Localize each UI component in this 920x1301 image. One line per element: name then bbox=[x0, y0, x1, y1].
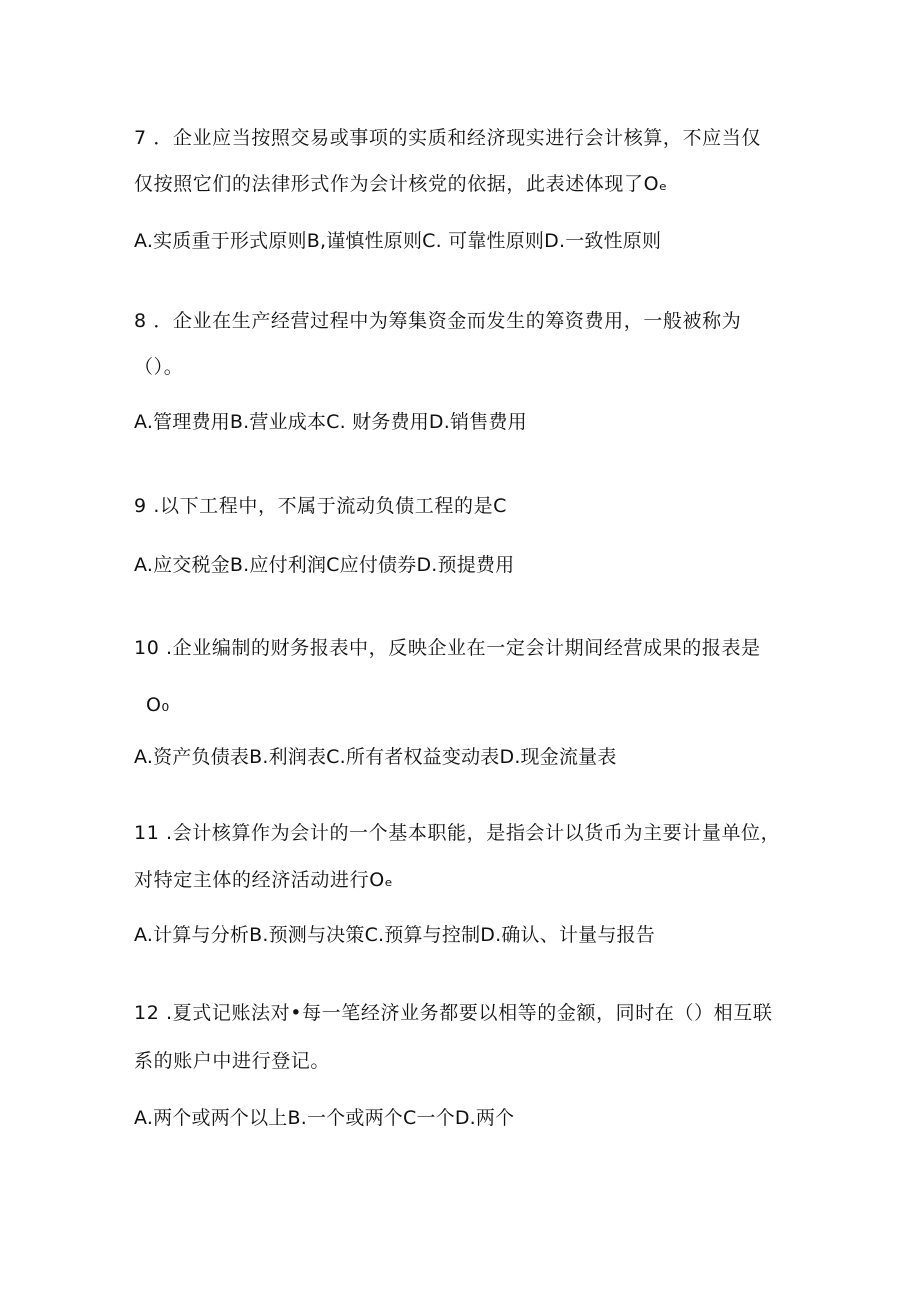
question-11-line-2: 对特定主体的经济活动进行Oₑ bbox=[134, 869, 394, 891]
question-11-options: A.计算与分析B.预测与决策C.预算与控制D.确认、计量与报告 bbox=[134, 924, 655, 946]
question-7-line-2: 仅按照它们的法律形式作为会计核党的依据，此表述体现了Oₑ bbox=[134, 173, 668, 195]
question-7-options: A.实质重于形式原则B,谨慎性原则C. 可靠性原则D.一致性原则 bbox=[134, 230, 662, 252]
question-11-line-1: 11 .会计核算作为会计的一个基本职能，是指会计以货币为主要计量单位， bbox=[134, 822, 781, 844]
question-12-options: A.两个或两个以上B.一个或两个C一个D.两个 bbox=[134, 1107, 515, 1129]
question-10-line-1: 10 .企业编制的财务报表中，反映企业在一定会计期间经营成果的报表是 bbox=[134, 637, 761, 659]
question-12-line-1: 12 .夏式记账法对•每一笔经济业务都要以相等的金额，同时在（）相互联 bbox=[134, 1002, 773, 1024]
question-10-options: A.资产负债表B.利润表C.所有者权益变动表D.现金流量表 bbox=[134, 746, 617, 768]
question-8-line-2: （）。 bbox=[134, 356, 184, 378]
question-8-options: A.管理费用B.营业成本C. 财务费用D.销售费用 bbox=[134, 411, 527, 433]
question-9-options: A.应交税金B.应付利润C应付债券D.预提费用 bbox=[134, 554, 515, 576]
question-8-line-1: 8 ．企业在生产经营过程中为筹集资金而发生的筹资费用，一般被称为 bbox=[134, 310, 742, 332]
question-10-line-2: O₀ bbox=[146, 694, 170, 716]
question-7-line-1: 7 ．企业应当按照交易或事项的实质和经济现实进行会计核算，不应当仅 bbox=[134, 127, 761, 149]
question-12-line-2: 系的账户中进行登记。 bbox=[134, 1050, 331, 1072]
question-9-line-1: 9 .以下工程中，不属于流动负债工程的是C bbox=[134, 495, 508, 517]
